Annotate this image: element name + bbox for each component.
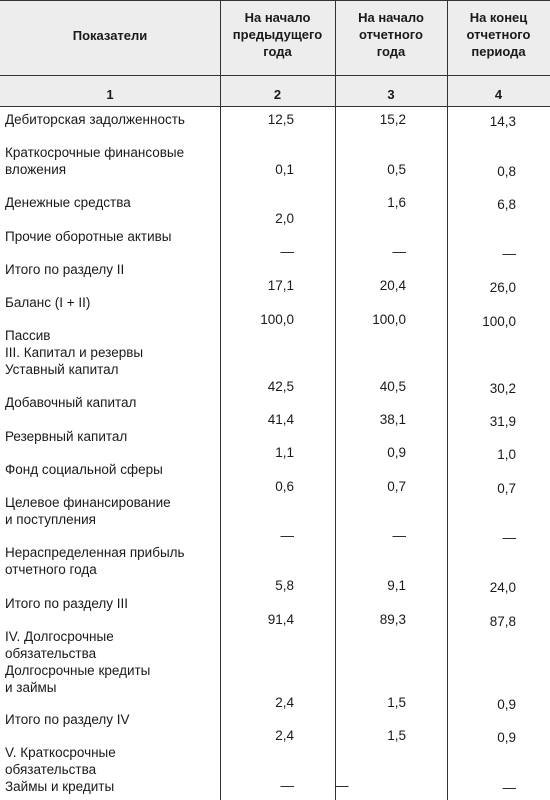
header-col4 — [447, 9, 550, 60]
row-value-col4: 0,7 — [497, 481, 516, 496]
row-label: Целевое финансирование и поступления — [5, 495, 171, 527]
rule-top — [0, 0, 550, 1]
row-value-col3: 40,5 — [379, 379, 406, 394]
row-value-col2: 12,5 — [267, 112, 294, 127]
row-value-col3: 38,1 — [379, 412, 406, 427]
row-value-col2: 0,6 — [275, 479, 294, 494]
header-col3-line2: отчетного — [359, 27, 423, 42]
row-value-col3: 100,0 — [372, 312, 406, 327]
header-num2: 2 — [273, 87, 282, 102]
row-value-col2: 100,0 — [260, 312, 294, 327]
row-label: V. Краткосрочные обязательства Займы и кредиты — [5, 745, 116, 794]
header-col1-label: Показатели — [72, 28, 148, 43]
row-value-col3: 89,3 — [379, 612, 406, 627]
row-label: Нераспределенная прибыль отчетного года — [5, 545, 185, 577]
row-value-col2: 91,4 — [267, 612, 294, 627]
header-num3: 3 — [387, 87, 395, 102]
row-value-col3: 9,1 — [387, 578, 406, 593]
row-value-col4: 0,9 — [497, 697, 516, 712]
row-value-col3: 1,5 — [387, 695, 406, 710]
row-value-col2: 0,1 — [275, 162, 294, 177]
row-value-col3: 0,9 — [387, 445, 406, 460]
row-label: Краткосрочные финансовые вложения — [5, 145, 185, 177]
row-label: Фонд социальной сферы — [5, 462, 163, 477]
row-value-col4: 30,2 — [489, 381, 516, 396]
row-value-col4: 100,0 — [482, 314, 516, 329]
row-label: Итого по разделу II — [5, 262, 125, 277]
row-value-col3: 1,5 — [387, 728, 406, 743]
row-label: Итого по разделу IV — [5, 712, 130, 727]
row-value-col3: 0,7 — [387, 479, 406, 494]
row-value-col3: — — [392, 244, 406, 259]
rule-header — [0, 75, 550, 76]
header-col2-line1: На начало — [244, 10, 311, 25]
row-value-col4: 26,0 — [489, 280, 516, 295]
row-label: Прочие оборотные активы — [5, 229, 172, 244]
row-label: Денежные средства — [5, 195, 131, 210]
row-label: Пассив III. Капитал и резервы Уставный капитал — [5, 328, 144, 377]
row-value-col2: 2,4 — [275, 695, 294, 710]
row-label: Дебиторская задолженность — [5, 112, 185, 127]
row-value-col3: 1,6 — [387, 195, 406, 210]
row-value-col4: 14,3 — [489, 114, 516, 129]
row-value-col3: 20,4 — [379, 278, 406, 293]
row-value-col2: 41,4 — [267, 412, 294, 427]
row-value-col2: 42,5 — [267, 379, 294, 394]
header-col2-line3: года — [263, 44, 292, 59]
header-col3-line3: года — [376, 44, 406, 59]
row-label: Резервный капитал — [5, 429, 128, 444]
row-value-col2: 1,1 — [275, 445, 294, 460]
header-col2 — [220, 9, 335, 60]
row-label: IV. Долгосрочные обязательства Долгосрочные кредиты и займы — [5, 629, 151, 695]
header-num4: 4 — [494, 87, 503, 102]
header-col4-line2: отчетного — [466, 27, 531, 42]
row-label: Баланс (I + II) — [5, 295, 91, 310]
header-col4-line3: периода — [471, 44, 526, 59]
row-value-col4: 0,9 — [497, 730, 516, 745]
header-num1: 1 — [106, 87, 114, 102]
row-value-col2: — — [280, 778, 294, 793]
row-value-col2: 2,0 — [275, 211, 294, 226]
row-label: Добавочный капитал — [5, 395, 137, 410]
row-value-col4: 31,9 — [489, 414, 516, 429]
row-value-col3: — — [392, 528, 406, 543]
header-col3 — [335, 9, 447, 60]
row-value-col2: — — [280, 528, 294, 543]
row-label: Итого по разделу III — [5, 596, 129, 611]
row-value-col4: — — [502, 246, 516, 261]
row-value-col4: 0,8 — [497, 164, 516, 179]
row-value-col4: 1,0 — [497, 447, 516, 462]
row-value-col4: — — [502, 780, 516, 795]
row-value-col2: 2,4 — [275, 728, 294, 743]
row-value-col3: 0,5 — [387, 162, 406, 177]
row-value-col2: 5,8 — [275, 578, 294, 593]
row-value-col4: 6,8 — [497, 197, 516, 212]
header-col2-line2: предыдущего — [232, 27, 323, 42]
header-col1 — [0, 27, 220, 44]
row-value-col4: 24,0 — [489, 580, 516, 595]
header-col4-line1: На конец — [469, 10, 528, 25]
row-value-col2: — — [280, 244, 294, 259]
row-value-col4: — — [502, 530, 516, 545]
row-value-col2: 17,1 — [267, 278, 294, 293]
row-value-col3: 15,2 — [379, 112, 406, 127]
rule-numbers — [0, 106, 550, 107]
row-value-col4: 87,8 — [489, 614, 516, 629]
header-col3-line1: На начало — [358, 10, 424, 25]
row-value-col3: — — [335, 778, 349, 793]
